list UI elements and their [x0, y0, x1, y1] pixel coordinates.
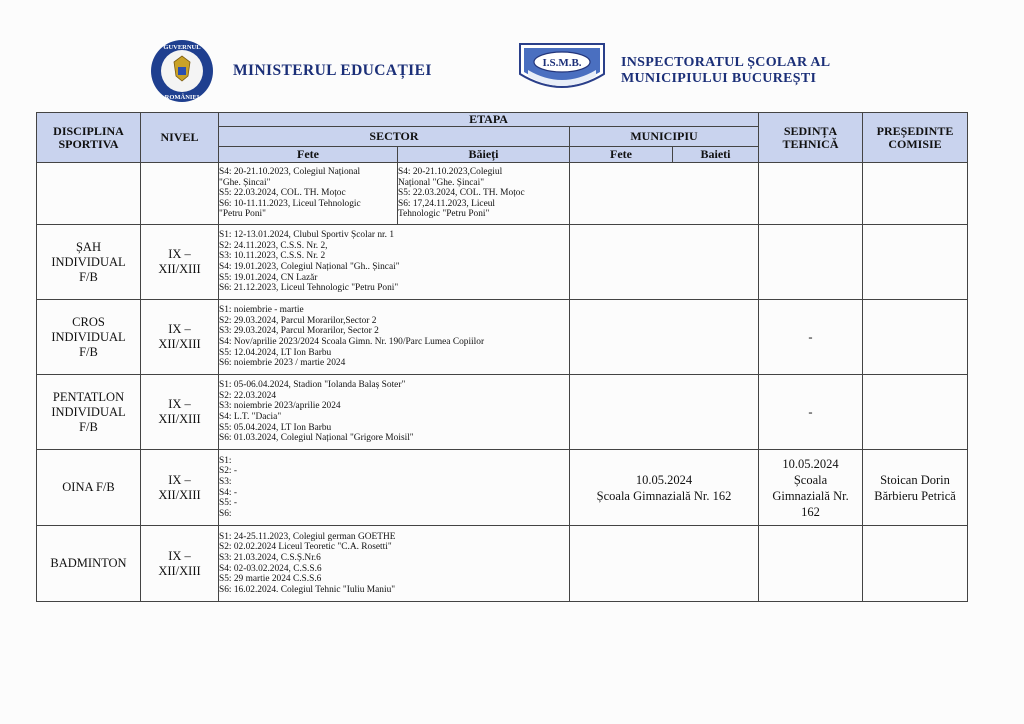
- disc-label: PENTATLON: [52, 389, 125, 404]
- fete-line: S6: 10-11.11.2023, Liceul Tehnologic: [219, 198, 361, 209]
- presedinte-cell: [863, 163, 968, 225]
- presedinte-name: Bărbieru Petrică: [874, 488, 956, 503]
- nivel-label: IX –: [168, 397, 191, 411]
- disc-label: F/B: [79, 419, 98, 434]
- header-sector: SECTOR: [219, 127, 570, 147]
- sector-line: S4: -: [219, 487, 237, 498]
- disc-label: INDIVIDUAL: [51, 329, 126, 344]
- nivel-cell: [141, 526, 219, 602]
- disc-label: F/B: [79, 269, 98, 284]
- sector-line: S1: 12-13.01.2024, Clubul Sportiv Școlar nr. 1: [219, 230, 395, 241]
- sector-line: S2: 29.03.2024, Parcul Morarilor,Sector 2: [219, 315, 377, 326]
- table-row: [37, 450, 968, 526]
- sector-line: S4: 19.01.2023, Colegiul Național "Gh.. Șincai": [219, 262, 400, 272]
- header-municipiu: MUNICIPIU: [570, 127, 759, 147]
- disc-label: INDIVIDUAL: [51, 404, 126, 419]
- header-etapa: ETAPA: [219, 113, 759, 127]
- svg-text:I.S.M.B.: I.S.M.B.: [542, 57, 582, 69]
- header-sedinta-tehnica: SEDINȚA TEHNICĂ: [759, 113, 863, 163]
- header-municipiu-fete: Fete: [570, 147, 673, 163]
- table-row: [37, 300, 968, 375]
- disc-label: CROS: [72, 314, 105, 329]
- municipiu-cell: [570, 225, 759, 300]
- nivel-label: XII/XIII: [158, 262, 201, 276]
- nivel-label: IX –: [168, 247, 191, 261]
- presedinte-name: Stoican Dorin: [880, 472, 950, 487]
- disc-cell: [37, 375, 141, 450]
- sedinta-line: 162: [801, 504, 820, 519]
- sector-line: S1:: [219, 455, 232, 466]
- inspectorate-line-1: INSPECTORATUL ȘCOLAR AL: [621, 55, 831, 70]
- sector-line: S5: 12.04.2024, LT Ion Barbu: [219, 347, 332, 358]
- sedinta-line: Școala: [793, 472, 828, 487]
- nivel-label: XII/XIII: [158, 412, 201, 426]
- fete-line: "Petru Poni": [219, 209, 266, 220]
- sector-line: S3: 10.11.2023, C.S.S. Nr. 2: [219, 251, 326, 262]
- sector-cell: [219, 450, 570, 526]
- sector-line: S6: 16.02.2024. Colegiul Tehnic "Iuliu Maniu": [219, 584, 396, 595]
- sector-cell: [219, 526, 570, 602]
- sector-line: S6: noiembrie 2023 / martie 2024: [219, 358, 346, 369]
- sector-cell: [219, 225, 570, 300]
- sector-line: S3: 29.03.2024, Parcul Morarilor, Sector 2: [219, 326, 379, 337]
- sector-line: S1: noiembrie - martie: [219, 305, 304, 316]
- sector-line: S2: 22.03.2024: [219, 390, 277, 401]
- presedinte-cell: [863, 375, 968, 450]
- ismb-logo-icon: [514, 40, 610, 98]
- header-disciplina: DISCIPLINA SPORTIVA: [37, 113, 141, 163]
- inspectorate-line-2: MUNICIPIULUI BUCUREȘTI: [621, 71, 817, 86]
- sector-fete-cell: [219, 163, 398, 225]
- nivel-label: IX –: [168, 322, 191, 336]
- inspectorate-title: [621, 55, 830, 87]
- presedinte-cell: [863, 450, 968, 526]
- nivel-cell: [141, 300, 219, 375]
- sector-line: S6: 21.12.2023, Liceul Tehnologic "Petru Poni": [219, 283, 399, 294]
- sedinta-line: Gimnazială Nr.: [772, 488, 849, 503]
- municipiu-cell: [570, 450, 759, 526]
- sector-line: S4: 02-03.02.2024, C.S.S.6: [219, 563, 322, 574]
- baieti-line: Național "Ghe. Șincai": [398, 177, 485, 188]
- disc-label: OINA F/B: [62, 480, 115, 494]
- sector-line: S2: 24.11.2023, C.S.S. Nr. 2,: [219, 240, 328, 251]
- sector-line: S1: 05-06.04.2024, Stadion "Iolanda Balaș Soter": [219, 380, 406, 391]
- header-nivel: NIVEL: [141, 113, 219, 163]
- sector-line: S3:: [219, 476, 232, 487]
- nivel-label: XII/XIII: [158, 563, 201, 578]
- sector-cell: [219, 300, 570, 375]
- disc-label: ȘAH: [75, 239, 101, 254]
- sector-line: S6:: [219, 508, 232, 519]
- disc-label: BADMINTON: [50, 556, 127, 570]
- sector-line: S2: 02.02.2024 Liceul Teoretic "C.A. Rosetti": [219, 542, 392, 553]
- presedinte-cell: [863, 526, 968, 602]
- nivel-label: XII/XIII: [158, 337, 201, 351]
- sector-cell: [219, 375, 570, 450]
- municipiu-venue: Școala Gimnazială Nr. 162: [596, 488, 732, 503]
- disc-label: F/B: [79, 344, 98, 359]
- nivel-cell: [141, 163, 219, 225]
- municipiu-cell: [570, 163, 759, 225]
- header-municipiu-baieti: Baieti: [673, 147, 759, 163]
- header-sector-baieti: Băieți: [398, 147, 570, 163]
- sedinta-cell: [759, 526, 863, 602]
- sector-line: S4: L.T. "Dacia": [219, 412, 282, 422]
- fete-line: "Ghe. Șincai": [219, 177, 271, 188]
- svg-text:ROMÂNIEI: ROMÂNIEI: [164, 94, 200, 101]
- table-row: [37, 163, 968, 225]
- baieti-line: Tehnologic "Petru Poni": [398, 209, 490, 220]
- sector-line: S5: 29 martie 2024 C.S.S.6: [219, 574, 322, 585]
- nivel-cell: [141, 225, 219, 300]
- disc-cell: [37, 526, 141, 602]
- baieti-line: S4: 20-21.10.2023,Colegiul: [398, 167, 503, 178]
- nivel-label: XII/XIII: [158, 487, 201, 502]
- nivel-label: IX –: [168, 472, 191, 487]
- sedinta-cell: [759, 163, 863, 225]
- table-row: [37, 225, 968, 300]
- baieti-line: S6: 17,24.11.2023, Liceul: [398, 198, 496, 209]
- fete-line: S5: 22.03.2024, COL. TH. Moțoc: [219, 188, 346, 199]
- svg-text:GUVERNUL: GUVERNUL: [163, 44, 201, 51]
- sector-line: S3: noiembrie 2023/aprilie 2024: [219, 401, 341, 412]
- nivel-cell: [141, 375, 219, 450]
- sedinta-cell: -: [759, 375, 863, 450]
- ministry-title: MINISTERUL EDUCAȚIEI: [233, 62, 432, 79]
- sector-line: S5: 05.04.2024, LT Ion Barbu: [219, 422, 332, 433]
- sedinta-cell: [759, 225, 863, 300]
- nivel-cell: [141, 450, 219, 526]
- sector-line: S4: Nov/aprilie 2023/2024 Scoala Gimn. Nr. 190/Parc Lumea Copiilor: [219, 337, 485, 347]
- sedinta-cell: -: [759, 300, 863, 375]
- sector-line: S6: 01.03.2024, Colegiul Național "Grigore Moisil": [219, 433, 414, 444]
- municipiu-cell: [570, 300, 759, 375]
- sector-line: S1: 24-25.11.2023, Colegiul german GOETHE: [219, 531, 396, 542]
- sector-baieti-cell: [398, 163, 570, 225]
- disc-cell: [37, 300, 141, 375]
- fete-line: S4: 20-21.10.2023, Colegiul Național: [219, 167, 361, 178]
- sedinta-cell: [759, 450, 863, 526]
- disc-cell: [37, 225, 141, 300]
- presedinte-cell: [863, 300, 968, 375]
- disc-cell: [37, 450, 141, 526]
- baieti-line: S5: 22.03.2024, COL. TH. Moțoc: [398, 188, 525, 199]
- disc-label: INDIVIDUAL: [51, 254, 126, 269]
- sector-line: S5: -: [219, 498, 237, 509]
- table-row: [37, 526, 968, 602]
- sector-line: S3: 21.03.2024, C.S.Ș.Nr.6: [219, 552, 321, 563]
- sedinta-line: 10.05.2024: [782, 456, 839, 471]
- sector-line: S2: -: [219, 466, 237, 477]
- header-sector-fete: Fete: [219, 147, 398, 163]
- municipiu-date: 10.05.2024: [635, 472, 693, 487]
- nivel-label: IX –: [168, 548, 191, 563]
- municipiu-cell: [570, 526, 759, 602]
- header-presedinte-comisie: PREȘEDINTE COMISIE: [863, 113, 968, 163]
- government-seal-icon: [138, 38, 226, 104]
- page-header: [0, 0, 1024, 110]
- schedule-table: [36, 112, 968, 602]
- sector-line: S5: 19.01.2024, CN Lazăr: [219, 272, 318, 283]
- table-row: [37, 375, 968, 450]
- disc-cell: [37, 163, 141, 225]
- presedinte-cell: [863, 225, 968, 300]
- municipiu-cell: [570, 375, 759, 450]
